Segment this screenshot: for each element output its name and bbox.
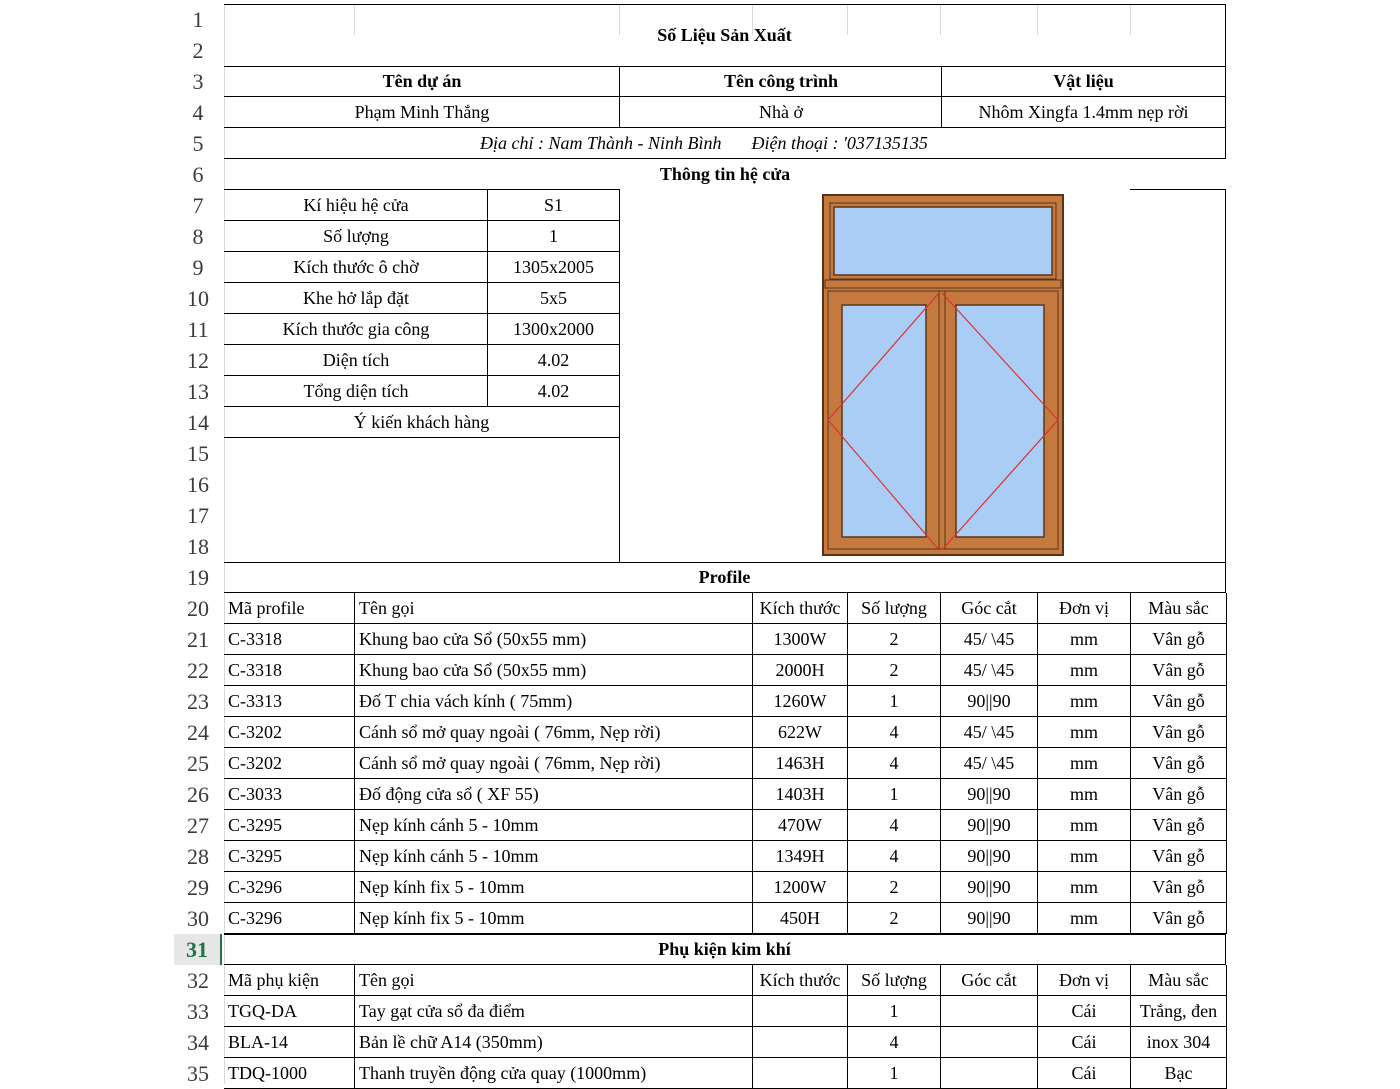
table-cell[interactable] bbox=[752, 1027, 848, 1058]
row-number[interactable]: 15 bbox=[187, 441, 209, 466]
door-info-value[interactable]: 5x5 bbox=[487, 283, 620, 314]
table-cell[interactable]: 1200W bbox=[752, 872, 848, 903]
table-cell[interactable]: mm bbox=[1037, 624, 1131, 655]
table-cell[interactable]: Trắng, đen bbox=[1130, 996, 1227, 1027]
table-cell[interactable]: 4 bbox=[847, 748, 941, 779]
table-cell[interactable]: 4 bbox=[847, 810, 941, 841]
table-cell[interactable]: mm bbox=[1037, 717, 1131, 748]
table-cell[interactable]: 450H bbox=[752, 903, 848, 934]
door-info-label: Kích thước ô chờ bbox=[224, 252, 488, 283]
table-cell[interactable]: 1 bbox=[847, 779, 941, 810]
door-info-label: Diện tích bbox=[224, 345, 488, 376]
table-cell[interactable]: mm bbox=[1037, 779, 1131, 810]
row-number[interactable]: 23 bbox=[187, 689, 209, 714]
table-cell[interactable]: 45/ \45 bbox=[940, 717, 1038, 748]
table-cell[interactable]: Vân gỗ bbox=[1130, 748, 1227, 779]
table-cell[interactable]: C-3033 bbox=[224, 779, 355, 810]
row-number[interactable]: 7 bbox=[192, 193, 204, 218]
table-cell[interactable]: 2 bbox=[847, 903, 941, 934]
row-number[interactable]: 28 bbox=[187, 844, 209, 869]
row-number[interactable]: 6 bbox=[192, 162, 204, 187]
row-number[interactable]: 35 bbox=[187, 1061, 209, 1086]
table-cell[interactable]: C-3296 bbox=[224, 872, 355, 903]
table-cell[interactable]: C-3202 bbox=[224, 717, 355, 748]
table-cell[interactable]: 90||90 bbox=[940, 903, 1038, 934]
table-cell[interactable]: C-3313 bbox=[224, 686, 355, 717]
row-number[interactable]: 22 bbox=[187, 658, 209, 683]
row-number[interactable]: 11 bbox=[187, 317, 209, 342]
door-info-value[interactable]: 4.02 bbox=[487, 345, 620, 376]
profile-heading: Profile bbox=[224, 562, 1226, 593]
project-name-value[interactable]: Phạm Minh Thắng bbox=[224, 97, 620, 128]
row-number[interactable]: 26 bbox=[187, 782, 209, 807]
table-cell[interactable]: 4 bbox=[847, 717, 941, 748]
column-header[interactable]: Góc cắt bbox=[940, 593, 1038, 624]
address-row[interactable] bbox=[224, 128, 1226, 159]
customer-feedback-area[interactable] bbox=[224, 438, 620, 562]
row-number[interactable]: 31 bbox=[174, 934, 222, 965]
header-material: Vật liệu bbox=[941, 66, 1226, 97]
door-info-label: Khe hở lắp đặt bbox=[224, 283, 488, 314]
table-cell[interactable]: 4 bbox=[847, 841, 941, 872]
table-cell[interactable]: mm bbox=[1037, 903, 1131, 934]
door-info-value[interactable]: 1300x2000 bbox=[487, 314, 620, 345]
row-number[interactable]: 2 bbox=[192, 38, 204, 63]
table-cell[interactable]: Cái bbox=[1037, 996, 1131, 1027]
table-cell[interactable]: 622W bbox=[752, 717, 848, 748]
work-name-value[interactable]: Nhà ở bbox=[619, 97, 942, 128]
column-header[interactable]: Tên gọi bbox=[354, 593, 753, 624]
table-cell[interactable] bbox=[940, 1058, 1038, 1089]
table-cell[interactable]: 1403H bbox=[752, 779, 848, 810]
table-cell[interactable]: 2 bbox=[847, 624, 941, 655]
row-number[interactable]: 21 bbox=[187, 627, 209, 652]
table-cell[interactable]: 90||90 bbox=[940, 841, 1038, 872]
door-info-label: Kí hiệu hệ cửa bbox=[224, 190, 488, 221]
table-cell[interactable]: Vân gỗ bbox=[1130, 841, 1227, 872]
table-cell[interactable]: Nẹp kính fix 5 - 10mm bbox=[354, 872, 753, 903]
column-header[interactable]: Kích thước bbox=[752, 965, 848, 996]
table-cell[interactable]: Vân gỗ bbox=[1130, 624, 1227, 655]
table-cell[interactable]: 45/ \45 bbox=[940, 748, 1038, 779]
table-cell[interactable]: Khung bao cửa Sổ (50x55 mm) bbox=[354, 655, 753, 686]
row-number[interactable]: 33 bbox=[187, 999, 209, 1024]
table-cell[interactable]: 1 bbox=[847, 996, 941, 1027]
table-cell[interactable]: C-3318 bbox=[224, 655, 355, 686]
table-cell[interactable]: Cái bbox=[1037, 1027, 1131, 1058]
address-text: Địa chỉ : Nam Thành - Ninh Bình bbox=[480, 132, 722, 153]
table-cell[interactable] bbox=[940, 996, 1038, 1027]
table-cell[interactable]: Bản lề chữ A14 (350mm) bbox=[354, 1027, 753, 1058]
window-drawing bbox=[822, 194, 1064, 556]
row-number[interactable]: 10 bbox=[187, 286, 209, 311]
table-cell[interactable]: Vân gỗ bbox=[1130, 655, 1227, 686]
table-cell[interactable]: 2000H bbox=[752, 655, 848, 686]
door-info-label: Số lượng bbox=[224, 221, 488, 252]
table-cell[interactable]: inox 304 bbox=[1130, 1027, 1227, 1058]
table-cell[interactable]: mm bbox=[1037, 686, 1131, 717]
table-cell[interactable]: Đố T chia vách kính ( 75mm) bbox=[354, 686, 753, 717]
header-work-name: Tên công trình bbox=[619, 66, 942, 97]
transom-mullion bbox=[825, 280, 1061, 288]
row-number[interactable]: 20 bbox=[187, 596, 209, 621]
column-header[interactable]: Mã profile bbox=[224, 593, 355, 624]
customer-feedback-label: Ý kiến khách hàng bbox=[224, 407, 620, 438]
row-number[interactable]: 13 bbox=[187, 379, 209, 404]
table-cell[interactable]: Tay gạt cửa sổ đa điểm bbox=[354, 996, 753, 1027]
table-cell[interactable]: Vân gỗ bbox=[1130, 686, 1227, 717]
door-info-value[interactable]: 4.02 bbox=[487, 376, 620, 407]
material-value[interactable]: Nhôm Xingfa 1.4mm nẹp rời bbox=[941, 97, 1226, 128]
row-number[interactable]: 4 bbox=[192, 100, 204, 125]
table-cell[interactable]: TGQ-DA bbox=[224, 996, 355, 1027]
row-number[interactable]: 12 bbox=[187, 348, 209, 373]
row-number[interactable]: 14 bbox=[187, 410, 209, 435]
row-number[interactable]: 24 bbox=[187, 720, 209, 745]
table-cell[interactable]: Vân gỗ bbox=[1130, 903, 1227, 934]
column-header[interactable]: Kích thước bbox=[752, 593, 848, 624]
table-cell[interactable]: C-3202 bbox=[224, 748, 355, 779]
table-cell[interactable]: 1349H bbox=[752, 841, 848, 872]
table-cell[interactable]: Nẹp kính cánh 5 - 10mm bbox=[354, 810, 753, 841]
row-number[interactable]: 27 bbox=[187, 813, 209, 838]
row-number[interactable]: 8 bbox=[192, 224, 204, 249]
door-info-value[interactable]: S1 bbox=[487, 190, 620, 221]
row-number[interactable]: 18 bbox=[187, 534, 209, 559]
table-cell[interactable]: 2 bbox=[847, 655, 941, 686]
table-cell[interactable]: 1 bbox=[847, 686, 941, 717]
table-cell[interactable]: C-3295 bbox=[224, 841, 355, 872]
row-number[interactable]: 30 bbox=[187, 906, 209, 931]
column-header[interactable]: Màu sắc bbox=[1130, 593, 1227, 624]
phone-text: Điện thoại : '037135135 bbox=[751, 132, 928, 153]
table-cell[interactable]: C-3296 bbox=[224, 903, 355, 934]
row-number[interactable]: 9 bbox=[192, 255, 204, 280]
column-header[interactable]: Đơn vị bbox=[1037, 965, 1131, 996]
table-cell[interactable]: mm bbox=[1037, 841, 1131, 872]
column-header[interactable]: Mã phụ kiện bbox=[224, 965, 355, 996]
row-number[interactable]: 16 bbox=[187, 472, 209, 497]
door-info-heading: Thông tin hệ cửa bbox=[659, 164, 791, 184]
table-cell[interactable]: 45/ \45 bbox=[940, 624, 1038, 655]
table-cell[interactable] bbox=[752, 996, 848, 1027]
table-cell[interactable]: Nẹp kính fix 5 - 10mm bbox=[354, 903, 753, 934]
row-number[interactable]: 29 bbox=[187, 875, 209, 900]
column-header[interactable]: Số lượng bbox=[847, 965, 941, 996]
table-cell[interactable]: 1463H bbox=[752, 748, 848, 779]
border-line bbox=[1225, 190, 1226, 562]
table-cell[interactable]: Bạc bbox=[1130, 1058, 1227, 1089]
border-line bbox=[1130, 189, 1226, 190]
column-header[interactable]: Góc cắt bbox=[940, 965, 1038, 996]
table-cell[interactable] bbox=[752, 1058, 848, 1089]
table-cell[interactable]: C-3295 bbox=[224, 810, 355, 841]
table-cell[interactable]: C-3318 bbox=[224, 624, 355, 655]
row-number[interactable]: 19 bbox=[187, 565, 209, 590]
table-cell[interactable]: 1300W bbox=[752, 624, 848, 655]
header-project-name: Tên dự án bbox=[224, 66, 620, 97]
table-cell[interactable]: Cánh sổ mở quay ngoài ( 76mm, Nẹp rời) bbox=[354, 748, 753, 779]
table-cell[interactable]: mm bbox=[1037, 655, 1131, 686]
transom-glass bbox=[834, 207, 1052, 275]
table-cell[interactable]: Khung bao cửa Sổ (50x55 mm) bbox=[354, 624, 753, 655]
row-number[interactable]: 3 bbox=[192, 69, 204, 94]
table-cell[interactable]: Vân gỗ bbox=[1130, 779, 1227, 810]
table-cell[interactable]: 470W bbox=[752, 810, 848, 841]
table-cell[interactable]: Nẹp kính cánh 5 - 10mm bbox=[354, 841, 753, 872]
right-glass bbox=[956, 305, 1044, 537]
door-info-value[interactable]: 1305x2005 bbox=[487, 252, 620, 283]
table-cell[interactable]: Vân gỗ bbox=[1130, 717, 1227, 748]
column-header[interactable]: Số lượng bbox=[847, 593, 941, 624]
table-cell[interactable]: BLA-14 bbox=[224, 1027, 355, 1058]
column-header[interactable]: Màu sắc bbox=[1130, 965, 1227, 996]
table-cell[interactable]: mm bbox=[1037, 872, 1131, 903]
table-cell[interactable]: TDQ-1000 bbox=[224, 1058, 355, 1089]
row-number[interactable]: 1 bbox=[192, 7, 204, 32]
row-number[interactable]: 17 bbox=[187, 503, 209, 528]
row-number[interactable]: 32 bbox=[187, 968, 209, 993]
table-cell[interactable]: Vân gỗ bbox=[1130, 810, 1227, 841]
sheet-title: Số Liệu Sản Xuất bbox=[224, 4, 1226, 66]
table-cell[interactable]: 90||90 bbox=[940, 810, 1038, 841]
door-info-label: Tổng diện tích bbox=[224, 376, 488, 407]
row-number[interactable]: 5 bbox=[192, 131, 204, 156]
row-number[interactable]: 25 bbox=[187, 751, 209, 776]
table-cell[interactable] bbox=[940, 1027, 1038, 1058]
table-cell[interactable]: 90||90 bbox=[940, 686, 1038, 717]
column-header[interactable]: Đơn vị bbox=[1037, 593, 1131, 624]
table-cell[interactable]: Cái bbox=[1037, 1058, 1131, 1089]
door-info-value[interactable]: 1 bbox=[487, 221, 620, 252]
table-cell[interactable]: Vân gỗ bbox=[1130, 872, 1227, 903]
table-cell[interactable]: mm bbox=[1037, 810, 1131, 841]
row-number[interactable]: 34 bbox=[187, 1030, 209, 1055]
table-cell[interactable]: 1 bbox=[847, 1058, 941, 1089]
table-cell[interactable]: 90||90 bbox=[940, 872, 1038, 903]
door-info-label: Kích thước gia công bbox=[224, 314, 488, 345]
table-cell[interactable]: Cánh sổ mở quay ngoài ( 76mm, Nẹp rời) bbox=[354, 717, 753, 748]
table-cell[interactable]: Thanh truyền động cửa quay (1000mm) bbox=[354, 1058, 753, 1089]
table-cell[interactable]: 1260W bbox=[752, 686, 848, 717]
column-header[interactable]: Tên gọi bbox=[354, 965, 753, 996]
table-cell[interactable]: 4 bbox=[847, 1027, 941, 1058]
table-cell[interactable]: mm bbox=[1037, 748, 1131, 779]
center-post bbox=[939, 291, 945, 549]
table-cell[interactable]: Đố động cửa sổ ( XF 55) bbox=[354, 779, 753, 810]
left-glass bbox=[842, 305, 926, 537]
accessories-heading: Phụ kiện kim khí bbox=[224, 934, 1226, 965]
table-cell[interactable]: 2 bbox=[847, 872, 941, 903]
table-cell[interactable]: 45/ \45 bbox=[940, 655, 1038, 686]
table-cell[interactable]: 90||90 bbox=[940, 779, 1038, 810]
